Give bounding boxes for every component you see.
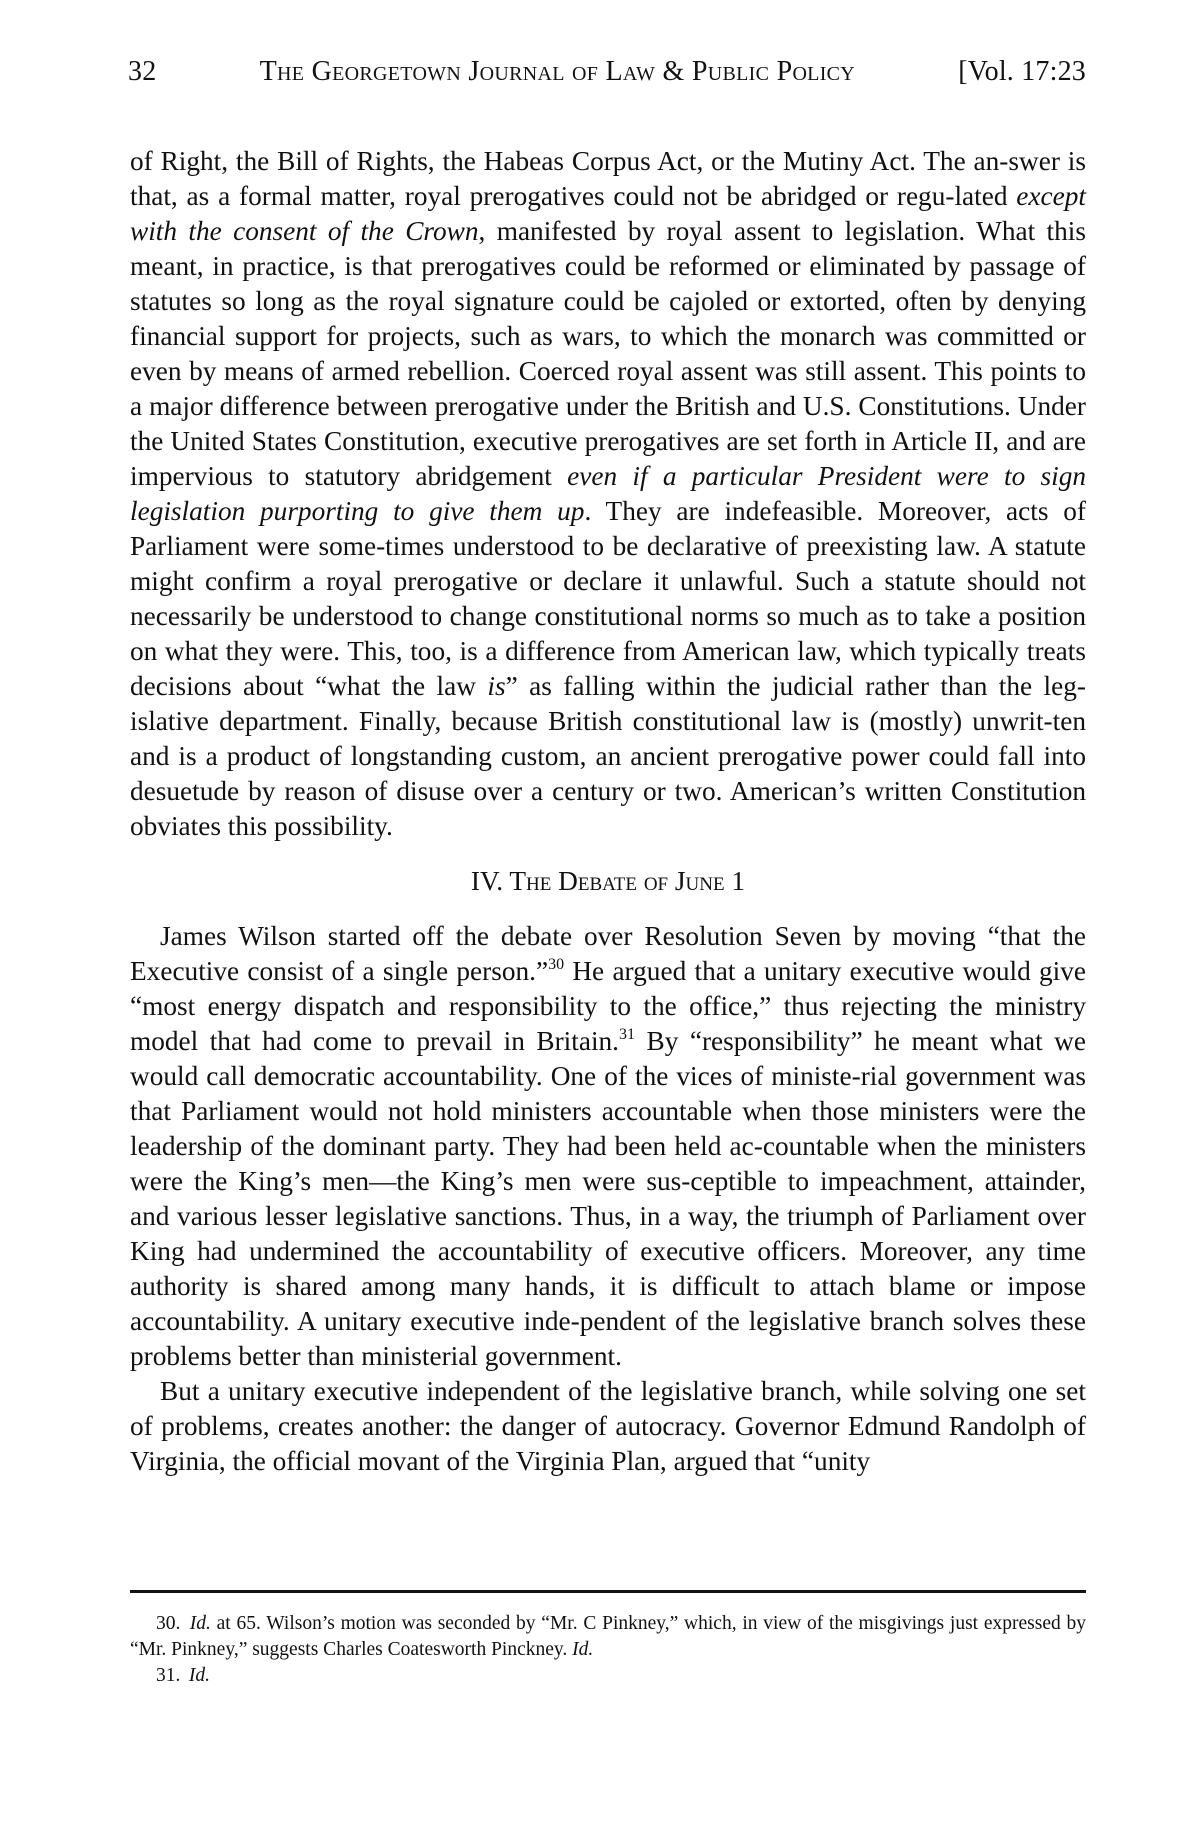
text-run: of Right, the Bill of Rights, the Habeas Corpus Act, or the Mutiny Act. The an-swer is that, as a formal matter, royal prerogatives could not be abridged or regu-lated — [130, 146, 1086, 211]
running-head — [128, 52, 1086, 92]
italic-run: except with the consent of the Crown — [130, 181, 1086, 246]
text-run: He argued that a unitary executive would give “most energy dispatch and responsibility to the office,” thus rejecting the ministry model that had come to prevail in Britain. — [130, 956, 1086, 1056]
article-body — [130, 144, 1086, 1479]
italic-run: is — [487, 671, 506, 701]
text-run: . They are indefeasible. Moreover, acts of Parliament were some-times understood to be declarative of preexisting law. A statute might confirm a royal prerogative or declare it unlawful. Such a statute should not necessarily be understood to change constitutional norms so much as to take a position on what they were. This, too, is a difference from American law, which typically treats decisions about “what the law — [130, 496, 1086, 701]
page-number: 32 — [128, 56, 157, 87]
paragraph-continued — [130, 144, 1086, 844]
citation-id: Id. — [572, 1639, 594, 1660]
italic-run: even if a particular President were to sign legislation purporting to give them up — [130, 461, 1086, 526]
footnote-divider — [130, 1590, 1086, 1593]
section-heading: IV. The Debate of June 1 — [470, 866, 746, 896]
footnote-30 — [130, 1611, 1086, 1663]
footnote-number: 31. — [156, 1665, 181, 1686]
citation-id: Id. — [188, 1665, 210, 1686]
footnotes — [130, 1590, 1086, 1689]
citation-id: Id. — [189, 1613, 211, 1634]
footnote-number: 30. — [156, 1613, 181, 1634]
paragraph-randolph: But a unitary executive independent of the legislative branch, while solving one set of problems, creates another: the danger of autocracy. Governor Edmund Randolph of Virginia, the official movant of the Virginia Plan, argued that “unity — [130, 1376, 1086, 1476]
footnote-31 — [130, 1663, 1086, 1689]
footnote-ref-31[interactable]: 31 — [619, 1026, 636, 1043]
text-run: By “responsibility” he meant what we would call democratic accountability. One of the vices of ministe-rial government was that Parliament would not hold ministers accountable when those ministers were the leadership of the dominant party. They had been held ac-countable when the ministers were the King’s men—the King’s men were sus-ceptible to impeachment, attainder, and various lesser legislative sanctions. Thus, in a way, the triumph of Parliament over King had undermined the accountability of executive officers. Moreover, any time authority is shared among many hands, it is difficult to attach blame or impose accountability. A unitary executive inde-pendent of the legislative branch solves these problems better than ministerial government. — [130, 1026, 1087, 1371]
journal-title: The Georgetown Journal of Law & Public Policy — [259, 56, 856, 87]
footnote-ref-30[interactable]: 30 — [548, 956, 565, 973]
text-run: ” as falling within the judicial rather than the leg-islative department. Finally, because British constitutional law is (mostly) unwrit-ten and is a product of longstanding custom, an ancient prerogative power could fall into desuetude by reason of disuse over a century or two. American’s written Constitution obviates this possibility. — [130, 671, 1086, 841]
paragraph-wilson — [130, 919, 1086, 1374]
volume-citation: [Vol. 17:23 — [958, 56, 1086, 87]
page — [130, 52, 1086, 1479]
footnote-text: at 65. Wilson’s motion was seconded by “Mr. C Pinkney,” which, in view of the misgivings just expressed by “Mr. Pinkney,” suggests Charles Coatesworth Pinckney. — [130, 1613, 1086, 1660]
text-run: James Wilson started off the debate over Resolution Seven by moving “that the Executive consist of a single person.” — [130, 921, 1086, 986]
text-run: , manifested by royal assent to legislation. What this meant, in practice, is that prerogatives could be reformed or eliminated by passage of statutes so long as the royal signature could be cajoled or extorted, often by denying financial support for projects, such as wars, to which the monarch was committed or even by means of armed rebellion. Coerced royal assent was still assent. This points to a major difference between prerogative under the British and U.S. Constitutions. Under the United States Constitution, executive prerogatives are set forth in Article II, and are impervious to statutory abridgement — [130, 216, 1086, 491]
